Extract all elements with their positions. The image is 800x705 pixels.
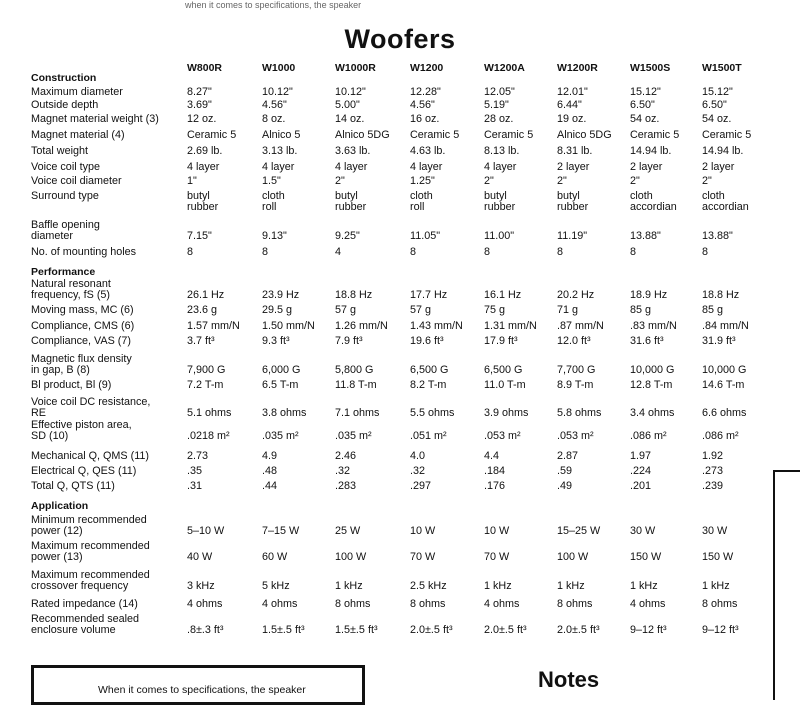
table-cell: 31.6 ft³ [630,335,664,347]
table-cell: 1 kHz [335,580,363,592]
table-cell: 2" [630,175,640,187]
table-cell: 3 kHz [187,580,215,592]
table-cell: rubber [335,201,367,213]
table-cell: 18.9 Hz [630,289,668,301]
table-cell: 8.2 T-m [410,379,447,391]
table-cell: 4.63 lb. [410,145,446,157]
table-cell: 1" [187,175,197,187]
table-cell: 1.26 mm/N [335,320,388,332]
table-cell: 2 layer [557,161,590,173]
model-header: W1200A [484,62,525,74]
table-cell: butyl [557,190,580,202]
table-cell: 2" [557,175,567,187]
table-cell: 26.1 Hz [187,289,225,301]
table-cell: .035 m² [335,430,372,442]
table-cell: 8 [187,246,194,258]
table-cell: 4 layer [410,161,443,173]
table-cell: 17.7 Hz [410,289,448,301]
table-cell: 31.9 ft³ [702,335,736,347]
table-cell: 7.9 ft³ [335,335,363,347]
row-label: Maximum diameter [31,86,123,98]
table-cell: 8 [702,246,709,258]
table-cell: 4 layer [187,161,220,173]
table-cell: 12.01" [557,86,588,98]
table-cell: .84 mm/N [702,320,749,332]
table-cell: 8.9 T-m [557,379,594,391]
table-cell: 7.15" [187,230,212,242]
table-cell: butyl [187,190,210,202]
table-cell: 9–12 ft³ [702,624,739,636]
table-cell: 8 ohms [335,598,371,610]
table-cell: .086 m² [702,430,739,442]
table-cell: 9–12 ft³ [630,624,667,636]
table-cell: 4 layer [484,161,517,173]
table-cell: Alnico 5DG [557,129,612,141]
row-label: Rated impedance (14) [31,598,138,610]
table-cell: Alnico 5DG [335,129,390,141]
table-cell: rubber [187,201,219,213]
table-cell: 75 g [484,304,506,316]
model-header: W1200 [410,62,444,74]
table-cell: 100 W [335,551,367,563]
table-cell: 6.50" [702,99,727,111]
table-cell: 6.44" [557,99,582,111]
table-cell: 150 W [702,551,734,563]
table-cell: 2.73 [187,450,209,462]
row-label: Magnet material (4) [31,129,125,141]
table-cell: 8 ohms [702,598,738,610]
model-header: W1500T [702,62,742,74]
row-label: Minimum recommended [31,514,147,526]
table-cell: 1.97 [630,450,652,462]
row-label: Voice coil diameter [31,175,122,187]
table-cell: 70 W [410,551,436,563]
table-cell: 15.12" [702,86,733,98]
table-cell: .035 m² [262,430,299,442]
table-cell: 20.2 Hz [557,289,595,301]
table-cell: 4 ohms [262,598,298,610]
row-label: Maximum recommended [31,540,150,552]
table-cell: .086 m² [630,430,667,442]
table-cell: 4 layer [262,161,295,173]
row-label: crossover frequency [31,580,129,592]
table-cell: .053 m² [484,430,521,442]
table-cell: 5 kHz [262,580,290,592]
table-cell: 11.8 T-m [335,379,377,391]
table-cell: 6,500 G [484,364,523,376]
table-cell: 40 W [187,551,213,563]
row-label: Total Q, QTS (11) [31,480,115,492]
table-cell: 10.12" [262,86,293,98]
table-cell: 15.12" [630,86,661,98]
table-cell: 4.56" [262,99,287,111]
table-cell: 1 kHz [702,580,730,592]
table-cell: cloth [262,190,285,202]
table-cell: 19.6 ft³ [410,335,444,347]
row-label: Voice coil type [31,161,101,173]
table-cell: 16 oz. [410,113,440,125]
table-cell: 12.28" [410,86,441,98]
table-cell: 15–25 W [557,525,601,537]
table-cell: 4 [335,246,342,258]
table-cell: 5.1 ohms [187,407,232,419]
table-cell: 5.5 ohms [410,407,455,419]
table-cell: 8 [262,246,269,258]
table-cell: 6.5 T-m [262,379,299,391]
row-label: diameter [31,230,74,242]
table-cell: 10 W [410,525,436,537]
table-cell: .83 mm/N [630,320,677,332]
table-cell: 30 W [702,525,728,537]
row-label: Outside depth [31,99,99,111]
table-cell: 4.0 [410,450,426,462]
table-cell: 14.6 T-m [702,379,745,391]
table-cell: 3.13 lb. [262,145,298,157]
table-cell: 7–15 W [262,525,300,537]
table-cell: 1.25" [410,175,435,187]
table-cell: 57 g [335,304,357,316]
table-cell: 23.6 g [187,304,218,316]
table-cell: 4.56" [410,99,435,111]
row-label: Compliance, VAS (7) [31,335,132,347]
table-cell: .051 m² [410,430,447,442]
table-cell: 7.2 T-m [187,379,224,391]
table-cell: 19 oz. [557,113,587,125]
table-cell: accordian [702,201,749,213]
table-cell: .44 [262,480,278,492]
callout-text: When it comes to specifications, the speaker [98,684,306,696]
table-cell: 2" [335,175,345,187]
table-cell: 1.43 mm/N [410,320,463,332]
table-cell: 14 oz. [335,113,365,125]
table-cell: 11.00" [484,230,515,242]
table-cell: 12 oz. [187,113,217,125]
table-cell: .184 [484,465,506,477]
table-cell: 8.31 lb. [557,145,593,157]
table-cell: 1.50 mm/N [262,320,315,332]
table-cell: roll [262,201,277,213]
table-cell: .31 [187,480,203,492]
row-label: Effective piston area, [31,419,132,431]
table-cell: 3.9 ohms [484,407,529,419]
table-cell: .224 [630,465,652,477]
table-cell: .32 [410,465,426,477]
table-cell: 14.94 lb. [630,145,672,157]
row-label: RE [31,407,46,419]
table-cell: 8.27" [187,86,212,98]
table-cell: cloth [410,190,433,202]
table-cell: 8 [484,246,491,258]
table-cell: 54 oz. [630,113,660,125]
row-label: in gap, B (8) [31,364,90,376]
row-label: Mechanical Q, QMS (11) [31,450,150,462]
row-label: Compliance, CMS (6) [31,320,135,332]
table-cell: butyl [335,190,358,202]
table-cell: 1.5±.5 ft³ [335,624,378,636]
table-cell: 12.8 T-m [630,379,673,391]
table-cell: 2" [702,175,712,187]
table-cell: .297 [410,480,432,492]
table-cell: 4 layer [335,161,368,173]
table-cell: .239 [702,480,724,492]
table-cell: 57 g [410,304,432,316]
table-cell: .48 [262,465,278,477]
table-cell: 85 g [630,304,652,316]
table-cell: 2 layer [630,161,663,173]
table-cell: 8 [410,246,417,258]
table-cell: 100 W [557,551,589,563]
table-cell: 28 oz. [484,113,514,125]
model-header: W800R [187,62,223,74]
table-cell: 6.6 ohms [702,407,747,419]
section-heading: Construction [31,72,97,84]
top-caption: when it comes to specifications, the speaker [185,0,362,10]
table-cell: 60 W [262,551,288,563]
table-cell: 70 W [484,551,510,563]
table-cell: 8 ohms [410,598,446,610]
table-cell: 30 W [630,525,656,537]
table-cell: 4 ohms [484,598,520,610]
row-label: Magnet material weight (3) [31,113,159,125]
table-cell: 6,500 G [410,364,449,376]
table-cell: Alnico 5 [262,129,301,141]
table-cell: 11.19" [557,230,588,242]
table-cell: 18.8 Hz [335,289,373,301]
row-label: Electrical Q, QES (11) [31,465,137,477]
table-cell: 13.88" [630,230,661,242]
table-cell: .49 [557,480,573,492]
row-label: Surround type [31,190,99,202]
section-heading: Performance [31,266,96,278]
row-label: SD (10) [31,430,69,442]
table-cell: .273 [702,465,724,477]
table-cell: 8 [630,246,637,258]
table-cell: 54 oz. [702,113,732,125]
table-cell: .0218 m² [187,430,230,442]
table-cell: 3.63 lb. [335,145,371,157]
table-cell: 17.9 ft³ [484,335,518,347]
table-cell: butyl [484,190,507,202]
table-cell: 6,000 G [262,364,301,376]
table-cell: 16.1 Hz [484,289,522,301]
table-cell: 8 ohms [557,598,593,610]
table-cell: 9.25" [335,230,360,242]
table-cell: 18.8 Hz [702,289,740,301]
table-cell: cloth [630,190,653,202]
table-cell: Ceramic 5 [484,129,534,141]
page-title: Woofers [344,24,456,54]
table-cell: .35 [187,465,203,477]
table-cell: .8±.3 ft³ [187,624,224,636]
table-cell: 8 [557,246,564,258]
row-label: Voice coil DC resistance, [31,396,151,408]
table-cell: 25 W [335,525,361,537]
table-cell: 4 ohms [630,598,666,610]
table-cell: 8.13 lb. [484,145,520,157]
table-cell: 5.00" [335,99,360,111]
row-label: frequency, fS (5) [31,289,111,301]
table-cell: 2.0±.5 ft³ [557,624,600,636]
section-heading: Application [31,500,89,512]
table-cell: 23.9 Hz [262,289,300,301]
table-cell: 3.4 ohms [630,407,675,419]
table-cell: .053 m² [557,430,594,442]
table-cell: 4.4 [484,450,500,462]
model-header: W1500S [630,62,671,74]
table-cell: .59 [557,465,573,477]
row-label: Recommended sealed [31,613,140,625]
table-cell: 150 W [630,551,662,563]
row-label: Natural resonant [31,278,111,290]
row-label: Magnetic flux density [31,353,132,365]
row-label: Maximum recommended [31,569,150,581]
row-label: power (12) [31,525,83,537]
row-label: Total weight [31,145,89,157]
row-label: Bl product, Bl (9) [31,379,112,391]
table-cell: 2.69 lb. [187,145,223,157]
table-cell: 2.0±.5 ft³ [484,624,527,636]
table-cell: 4.9 [262,450,278,462]
table-cell: 12.0 ft³ [557,335,591,347]
table-cell: .283 [335,480,357,492]
table-cell: .32 [335,465,351,477]
table-cell: 1.5±.5 ft³ [262,624,305,636]
table-cell: 1 kHz [557,580,585,592]
table-cell: rubber [484,201,516,213]
model-header: W1000R [335,62,376,74]
table-cell: 11.0 T-m [484,379,526,391]
table-cell: 29.5 g [262,304,293,316]
table-cell: 9.3 ft³ [262,335,290,347]
table-cell: cloth [702,190,725,202]
table-cell: 10,000 G [702,364,747,376]
table-cell: 6.50" [630,99,655,111]
table-cell: 3.7 ft³ [187,335,215,347]
table-cell: 2.46 [335,450,357,462]
sidebar-frame [773,470,800,700]
table-cell: 11.05" [410,230,441,242]
table-cell: 2.5 kHz [410,580,447,592]
table-cell: 8 oz. [262,113,286,125]
table-cell: 7,900 G [187,364,226,376]
table-cell: 1.5" [262,175,281,187]
model-header: W1000 [262,62,296,74]
table-cell: 5,800 G [335,364,374,376]
table-cell: 10 W [484,525,510,537]
table-cell: 3.8 ohms [262,407,307,419]
table-cell: 3.69" [187,99,212,111]
table-cell: accordian [630,201,677,213]
table-cell: rubber [557,201,589,213]
table-cell: Ceramic 5 [187,129,237,141]
row-label: power (13) [31,551,83,563]
table-cell: 1.57 mm/N [187,320,240,332]
table-cell: 2.87 [557,450,579,462]
table-cell: 5.19" [484,99,509,111]
row-label: Moving mass, MC (6) [31,304,134,316]
table-cell: 1 kHz [630,580,658,592]
table-cell: 13.88" [702,230,733,242]
table-cell: 5.8 ohms [557,407,602,419]
table-cell: Ceramic 5 [630,129,680,141]
table-cell: 85 g [702,304,724,316]
table-cell: 14.94 lb. [702,145,744,157]
table-cell: .201 [630,480,652,492]
table-cell: 7,700 G [557,364,596,376]
table-cell: 7.1 ohms [335,407,380,419]
table-cell: 1.31 mm/N [484,320,537,332]
row-label: enclosure volume [31,624,116,636]
table-cell: roll [410,201,425,213]
table-cell: 10.12" [335,86,366,98]
table-cell: 71 g [557,304,579,316]
table-cell: 4 ohms [187,598,223,610]
table-cell: 10,000 G [630,364,675,376]
notes-heading: Notes [538,667,600,692]
table-cell: .87 mm/N [557,320,604,332]
table-cell: 5–10 W [187,525,225,537]
row-label: Baffle opening [31,219,100,231]
table-cell: 9.13" [262,230,287,242]
table-cell: 1 kHz [484,580,512,592]
table-cell: 12.05" [484,86,515,98]
table-cell: 2" [484,175,494,187]
model-header: W1200R [557,62,598,74]
table-cell: Ceramic 5 [702,129,752,141]
row-label: No. of mounting holes [31,246,137,258]
table-cell: Ceramic 5 [410,129,460,141]
table-cell: 1.92 [702,450,724,462]
table-cell: 2 layer [702,161,735,173]
table-cell: 2.0±.5 ft³ [410,624,453,636]
table-cell: .176 [484,480,506,492]
